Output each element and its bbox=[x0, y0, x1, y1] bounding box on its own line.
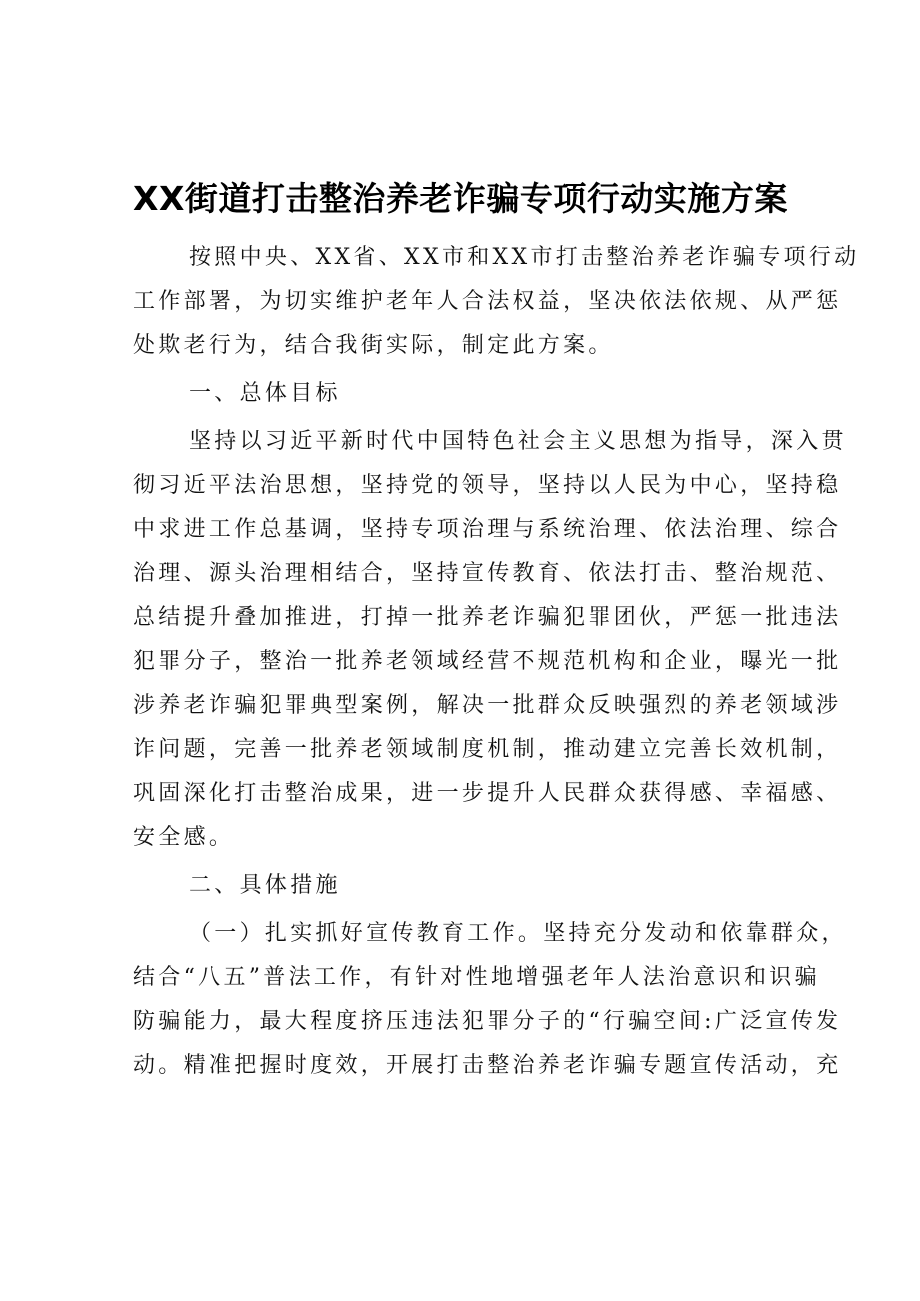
paragraph-goals-line-3: 中求进工作总基调，坚持专项治理与系统治理、依法治理、综合 bbox=[133, 517, 842, 542]
paragraph-measures-line-4: 动。精准把握时度效，开展打击整治养老诈骗专题宣传活动，充 bbox=[133, 1053, 842, 1078]
paragraph-intro-line-3: 处欺老行为，结合我街实际，制定此方案。 bbox=[133, 333, 614, 358]
document-body bbox=[133, 236, 860, 1088]
paragraph-intro-line-2: 工作部署，为切实维护老年人合法权益，坚决依法依规、从严惩 bbox=[133, 289, 842, 314]
paragraph-goals-line-2: 彻习近平法治思想，坚持党的领导，坚持以人民为中心，坚持稳 bbox=[133, 473, 842, 498]
section-heading-overall-goals: 一、总体目标 bbox=[189, 381, 341, 406]
paragraph-goals-line-10: 安全感。 bbox=[133, 825, 235, 850]
paragraph-measures-line-1: （一）扎实抓好宣传教育工作。坚持充分发动和依靠群众， bbox=[189, 921, 847, 946]
paragraph-measures-line-3: 防骗能力，最大程度挤压违法犯罪分子的“行骗空间:广泛宣传发 bbox=[133, 1009, 842, 1034]
paragraph-measures-line-2: 结合“八五”普法工作，有针对性地增强老年人法治意识和识骗 bbox=[133, 965, 820, 990]
paragraph-goals-line-7: 涉养老诈骗犯罪典型案例，解决一批群众反映强烈的养老领域涉 bbox=[133, 693, 842, 718]
paragraph-goals-line-5: 总结提升叠加推进，打掉一批养老诈骗犯罪团伙，严惩一批违法 bbox=[133, 605, 842, 630]
paragraph-intro-line-1: 按照中央、XX省、XX市和XX市打击整治养老诈骗专项行动 bbox=[189, 245, 860, 270]
section-heading-specific-measures: 二、具体措施 bbox=[189, 873, 341, 898]
paragraph-goals-line-4: 治理、源头治理相结合，坚持宣传教育、依法打击、整治规范、 bbox=[133, 561, 842, 586]
paragraph-goals-line-8: 诈问题，完善一批养老领域制度机制，推动建立完善长效机制， bbox=[133, 737, 842, 762]
paragraph-goals-line-9: 巩固深化打击整治成果，进一步提升人民群众获得感、幸福感、 bbox=[133, 781, 842, 806]
paragraph-goals-line-1: 坚持以习近平新时代中国特色社会主义思想为指导，深入贯 bbox=[189, 429, 847, 454]
document-title: XX街道打击整治养老诈骗专项行动实施方案 bbox=[133, 179, 788, 218]
paragraph-goals-line-6: 犯罪分子，整治一批养老领域经营不规范机构和企业，曝光一批 bbox=[133, 649, 842, 674]
